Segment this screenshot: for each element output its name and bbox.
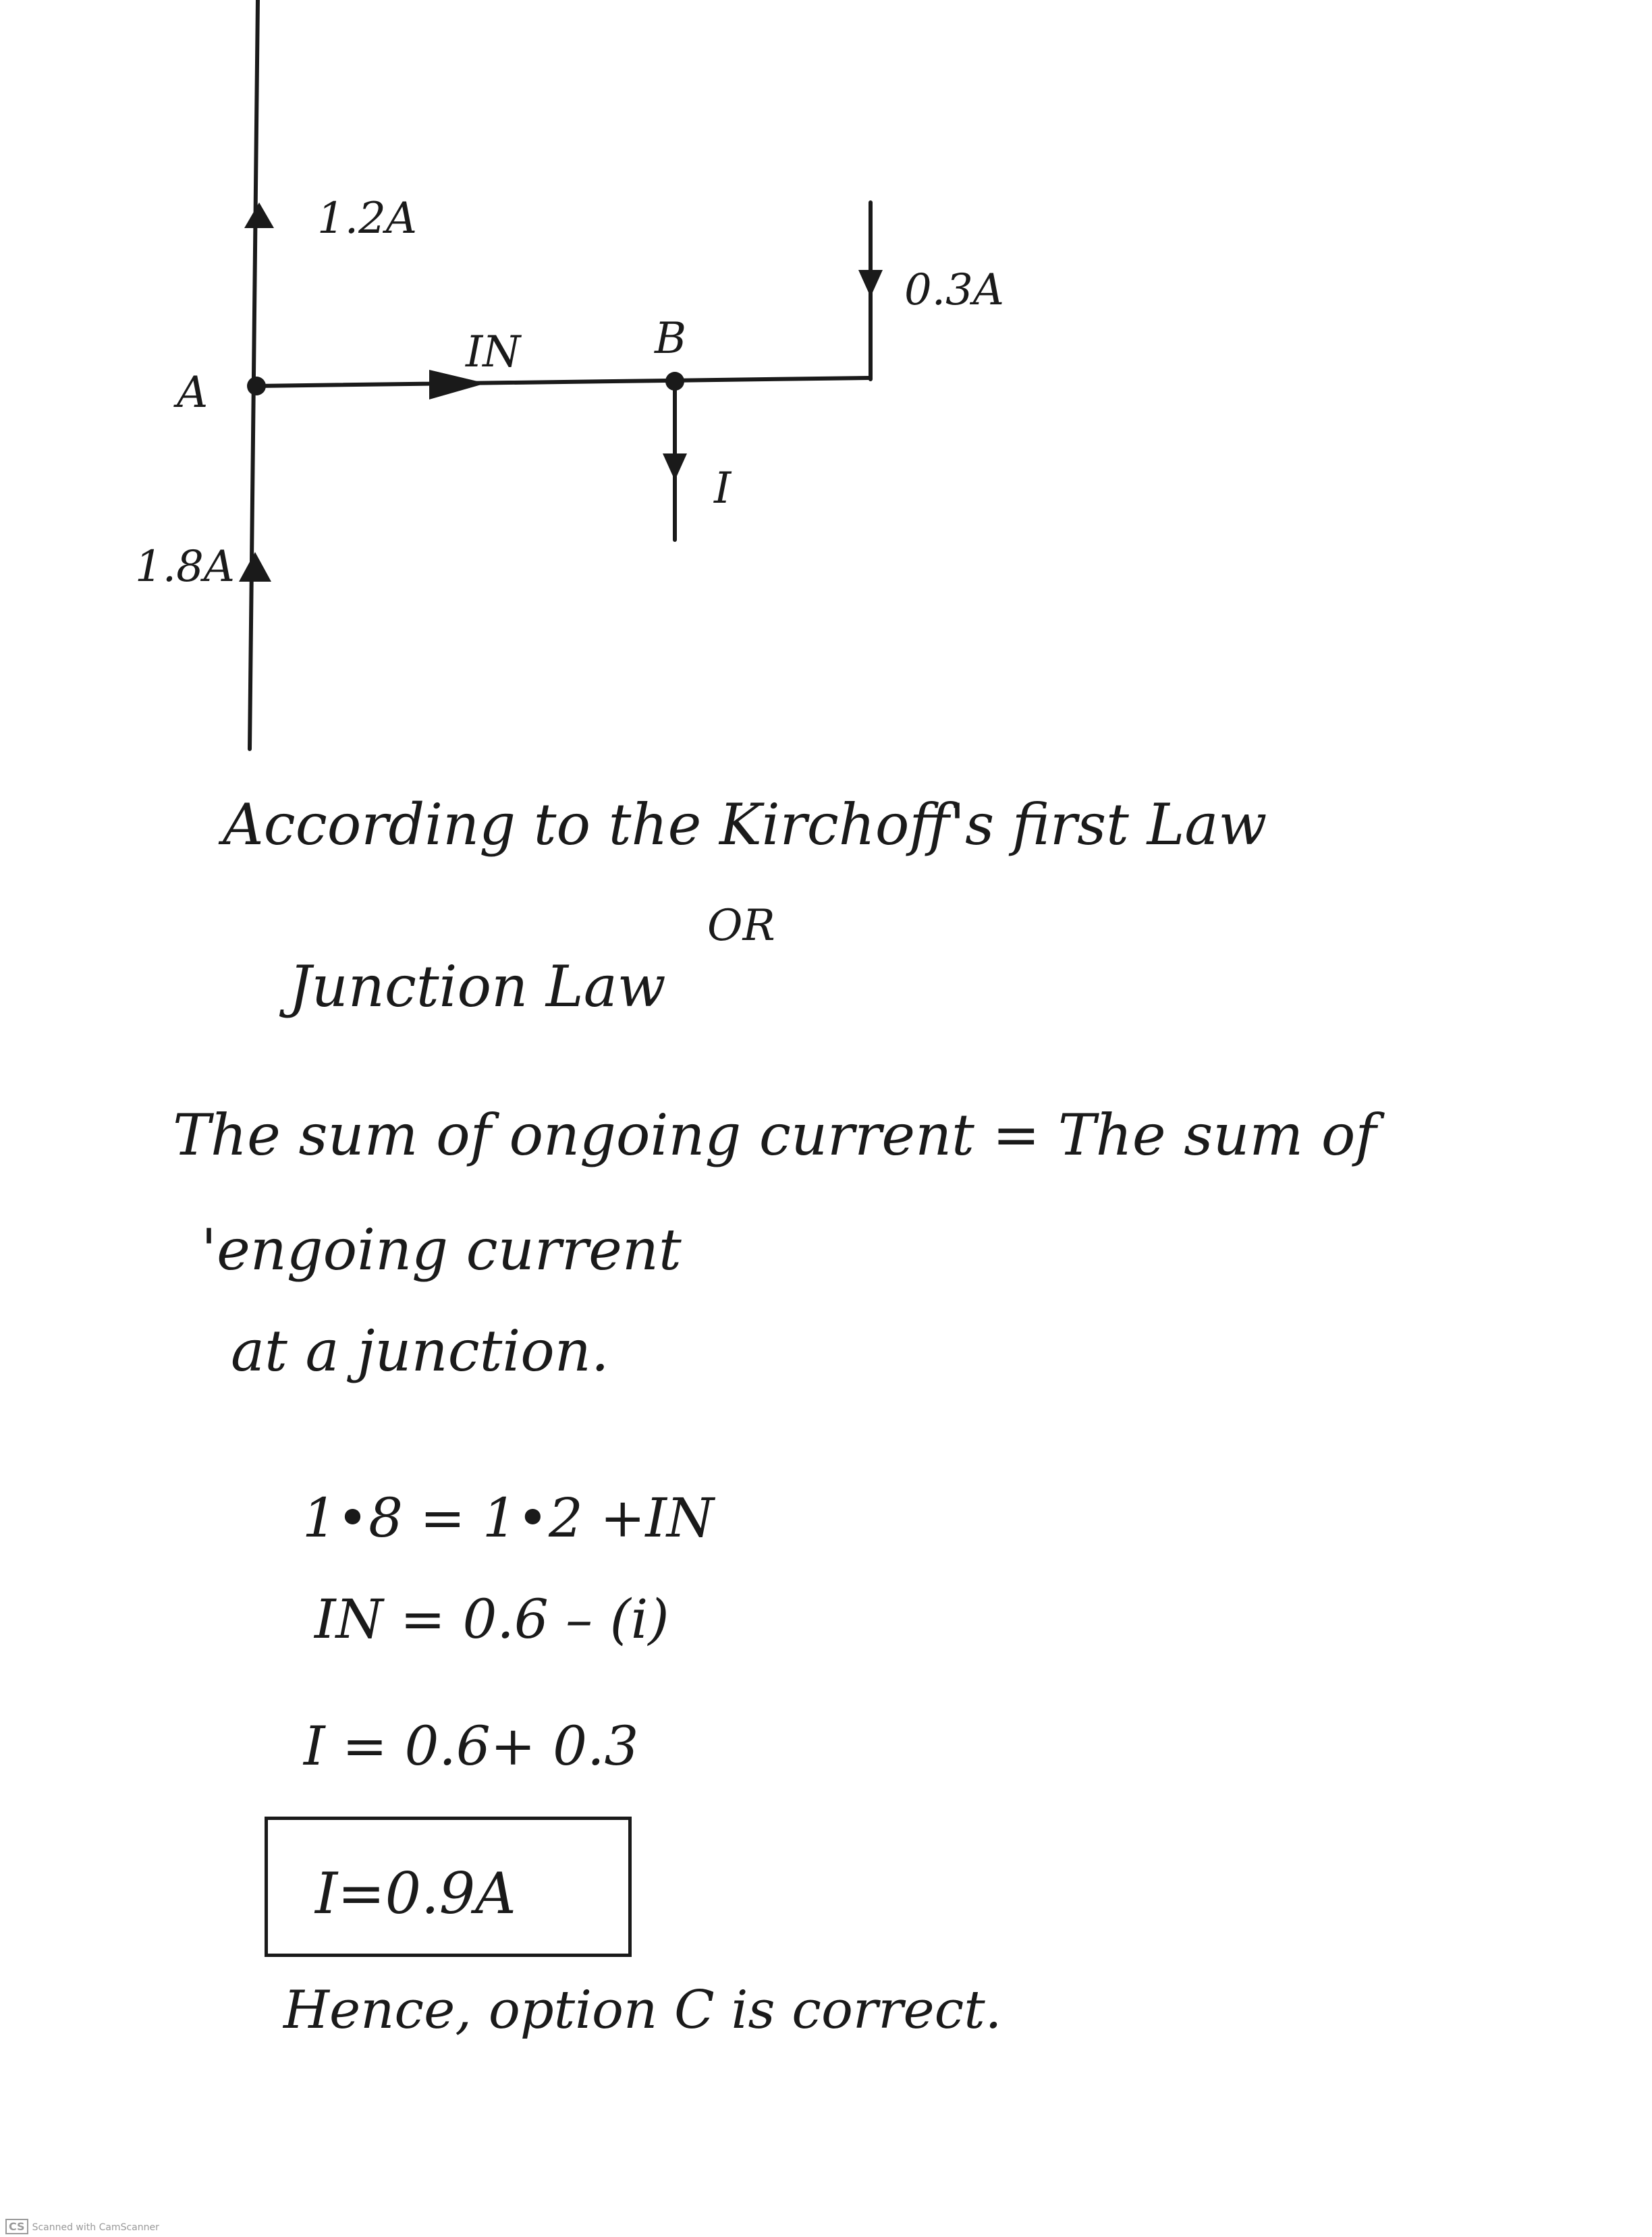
equation-3: I = 0.6+ 0.3	[304, 1715, 639, 1777]
label-current-bottom: 1.8A	[135, 542, 235, 592]
left-vertical-wire	[250, 0, 258, 749]
arrow-down-right	[858, 270, 883, 297]
circuit-diagram	[0, 0, 1652, 776]
node-a-dot	[247, 377, 266, 395]
text-line-6: at a junction.	[231, 1318, 609, 1384]
text-line-2: OR	[707, 901, 775, 951]
answer-box	[265, 1817, 632, 1957]
label-node-b: B	[655, 314, 687, 364]
horizontal-wire	[255, 378, 871, 386]
answer-equation: I=0.9A	[315, 1860, 516, 1927]
scanner-watermark	[5, 2219, 159, 2234]
equation-1: 1•8 = 1•2 +IN	[302, 1487, 714, 1549]
node-b-dot	[665, 372, 684, 391]
conclusion-text: Hence, option C is correct.	[283, 1980, 1002, 2041]
text-line-5: 'engoing current	[201, 1217, 682, 1283]
arrow-up-top	[244, 202, 274, 228]
arrow-up-bottom	[239, 552, 271, 582]
label-current-i: I	[714, 464, 732, 514]
label-current-top: 1.2A	[317, 194, 417, 244]
text-line-1: According to the Kirchoff's first Law	[223, 792, 1267, 858]
watermark-text: Scanned with CamScanner	[32, 2222, 159, 2233]
text-line-4: The sum of ongoing current = The sum of	[173, 1102, 1377, 1168]
label-current-right: 0.3A	[904, 265, 1004, 315]
equation-2: IN = 0.6 – (i)	[314, 1588, 669, 1651]
camscanner-logo-icon: CS	[5, 2219, 28, 2234]
label-node-a: A	[177, 368, 209, 418]
arrow-down-i	[663, 453, 687, 480]
text-line-3: Junction Law	[289, 954, 666, 1020]
label-current-in: IN	[466, 327, 521, 377]
